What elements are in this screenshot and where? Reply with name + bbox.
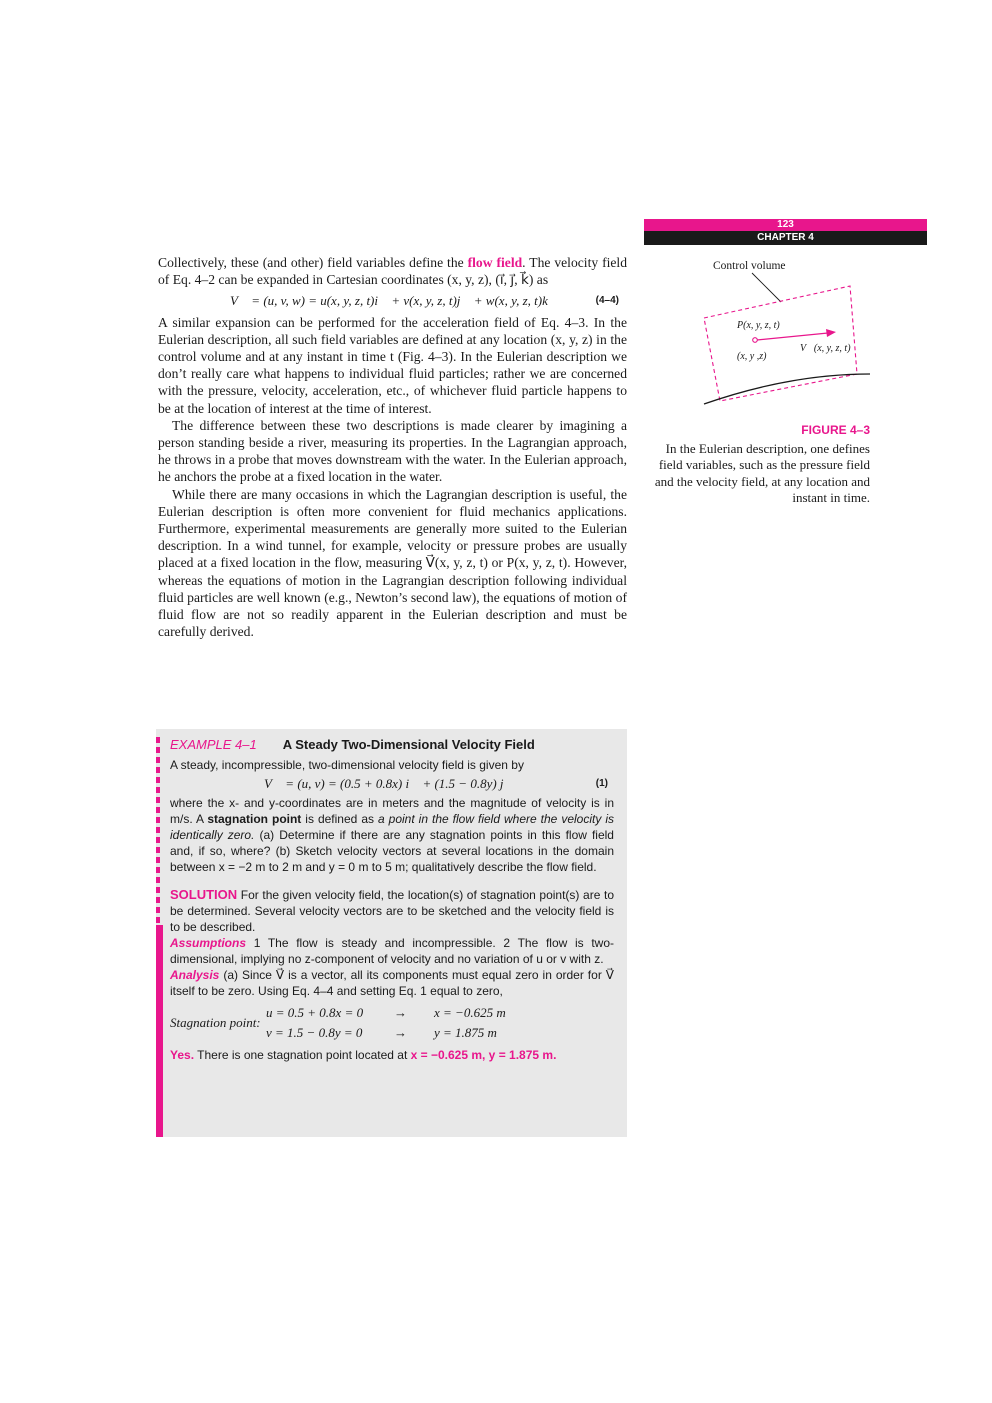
example-dashed-bar bbox=[156, 737, 160, 925]
assumptions-heading: Assumptions bbox=[170, 936, 247, 950]
arrowhead-icon bbox=[826, 329, 836, 337]
surface-curve bbox=[704, 374, 870, 404]
figure-4-3-diagram bbox=[640, 256, 930, 416]
p1-text-b: . The velocity field of Eq. 4–2 can be expanded in Cartesian coordinates (x, y, z), (i⃗, j⃗, k⃗) as bbox=[158, 255, 627, 288]
example-intro: A steady, incompressible, two-dimensional velocity field is given by bbox=[170, 758, 524, 772]
result-x: x = −0.625 m bbox=[434, 1005, 506, 1020]
page-number: 123 bbox=[644, 219, 927, 231]
point-label: P(x, y, z, t) bbox=[737, 320, 780, 331]
assumptions-paragraph bbox=[170, 935, 614, 967]
solution-heading: SOLUTION bbox=[170, 887, 238, 902]
equation-v: v = 1.5 − 0.8y = 0 bbox=[266, 1025, 363, 1040]
paragraph-1 bbox=[158, 254, 627, 288]
stagnation-equations bbox=[170, 1005, 614, 1041]
equation-u: u = 0.5 + 0.8x = 0 bbox=[266, 1005, 364, 1020]
conclusion-value: x = −0.625 m, y = 1.875 m. bbox=[410, 1048, 557, 1062]
paragraph-4: While there are many occasions in which the Lagrangian description is useful, the Eulerian description is often more convenient for fluid mechanics applications. Furthermore, experimental measurements are generally more suited to the Eulerian description. In a wind tunnel, for example, velocity or pressure probes are usually placed at a fixed location in the flow, measuring V⃗(x, y, z, t) or P(x, y, z, t). However, whereas the equations of motion in the Lagrangian description following individual fluid particles are well known (e.g., Newton’s second law), the equations of motion of fluid flow are not so readily apparent in the Eulerian description and must be carefully derived. bbox=[158, 486, 627, 640]
figure-caption bbox=[640, 422, 870, 507]
stagnation-row-v bbox=[266, 1025, 506, 1041]
example-equation-body: V⃗ = (u, v) = (0.5 + 0.8x) i⃗ + (1.5 − 0.8y) j⃗ bbox=[264, 776, 514, 791]
result-y: y = 1.875 m bbox=[434, 1025, 497, 1040]
control-volume-label: Control volume bbox=[713, 260, 786, 272]
velocity-label: V⃗(x, y, z, t) bbox=[800, 343, 851, 354]
example-content bbox=[170, 737, 614, 1063]
analysis-heading: Analysis bbox=[170, 968, 220, 982]
p1-text-a: Collectively, these (and other) field variables define the bbox=[158, 255, 468, 270]
equation-number: (4–4) bbox=[595, 295, 619, 307]
equation-4-4 bbox=[158, 292, 627, 309]
velocity-vector bbox=[757, 333, 828, 340]
leader-line bbox=[752, 273, 781, 302]
coords-label: (x, y ,z) bbox=[737, 351, 767, 362]
arrow-icon: → bbox=[394, 1025, 407, 1040]
caption-text: In the Eulerian description, one defines field variables, such as the pressure field and the velocity field, at any location and instant in time. bbox=[654, 440, 870, 506]
figure-title: FIGURE 4–3 bbox=[801, 423, 870, 437]
example-equation-number: (1) bbox=[595, 778, 608, 789]
example-heading bbox=[170, 737, 614, 753]
body-text-c: (a) Determine if there are any stagnation points in this flow field and, if so, where? (b) Sketch velocity vectors at several locations in the domain between x = −2 m to 2 m and y = 0 m to 5 m; qualitatively describe the flow field. bbox=[170, 828, 614, 874]
chapter-label: CHAPTER 4 bbox=[644, 231, 927, 245]
yes-label: Yes. bbox=[170, 1048, 195, 1062]
example-equation bbox=[170, 776, 614, 792]
assumptions-text: 1 The flow is steady and incompressible. 2 The flow is two-dimensional, implying no z-component of velocity and no variation of u or v with z. bbox=[170, 936, 614, 966]
paragraph-3: The difference between these two descriptions is made clearer by imagining a person standing beside a river, measuring its properties. In the Lagrangian approach, he throws in a probe that moves downstream with the water. In the Eulerian approach, he anchors the probe at a fixed location in the water. bbox=[158, 417, 627, 485]
body-text-b: is defined as bbox=[301, 812, 378, 826]
solution-paragraph bbox=[170, 887, 614, 935]
example-body bbox=[170, 795, 614, 875]
example-title: A Steady Two-Dimensional Velocity Field bbox=[282, 737, 535, 752]
solution-bar bbox=[156, 925, 163, 1137]
equation-body: V⃗ = (u, v, w) = u(x, y, z, t)i⃗ + v(x, y, z, t)j⃗ + w(x, y, z, t)k⃗ bbox=[230, 293, 559, 309]
arrow-icon: → bbox=[394, 1005, 407, 1020]
conclusion-text: There is one stagnation point located at bbox=[194, 1048, 411, 1062]
stagnation-row-u bbox=[266, 1005, 506, 1021]
stagnation-term: stagnation point bbox=[207, 812, 302, 826]
example-label: EXAMPLE 4–1 bbox=[170, 737, 257, 752]
analysis-text: (a) Since V⃗ is a vector, all its components must equal zero in order for V⃗ itself to be zero. Using Eq. 4–4 and setting Eq. 1 equal to zero, bbox=[170, 968, 614, 998]
solution-text: For the given velocity field, the location(s) of stagnation point(s) are to be determined. Several velocity vectors are to be sketched and the velocity field is to be described. bbox=[170, 888, 614, 934]
stagnation-label: Stagnation point: bbox=[170, 1015, 261, 1030]
body-text-a: where the x- and y-coordinates are in meters and the magnitude of velocity is in m/s. A bbox=[170, 796, 614, 826]
paragraph-2: A similar expansion can be performed for the acceleration field of Eq. 4–3. In the Eulerian description, all such field variables are defined at any location (x, y, z) in the control volume and at any instant in time t (Fig. 4–3). In the Eulerian description we don’t really care what happens to individual fluid particles; rather we are concerned with the pressure, velocity, acceleration, etc., of whichever fluid particle happens to be at the location of interest at the time of interest. bbox=[158, 314, 627, 416]
definition-text: a point in the flow field where the velocity is identically zero. bbox=[170, 812, 615, 842]
stagnation-rows bbox=[266, 1005, 506, 1041]
main-text bbox=[158, 254, 627, 640]
conclusion-paragraph bbox=[170, 1047, 614, 1063]
analysis-paragraph bbox=[170, 967, 614, 999]
example-box bbox=[156, 729, 627, 1137]
point-marker bbox=[753, 338, 758, 343]
flow-field-term: flow field bbox=[467, 255, 523, 270]
